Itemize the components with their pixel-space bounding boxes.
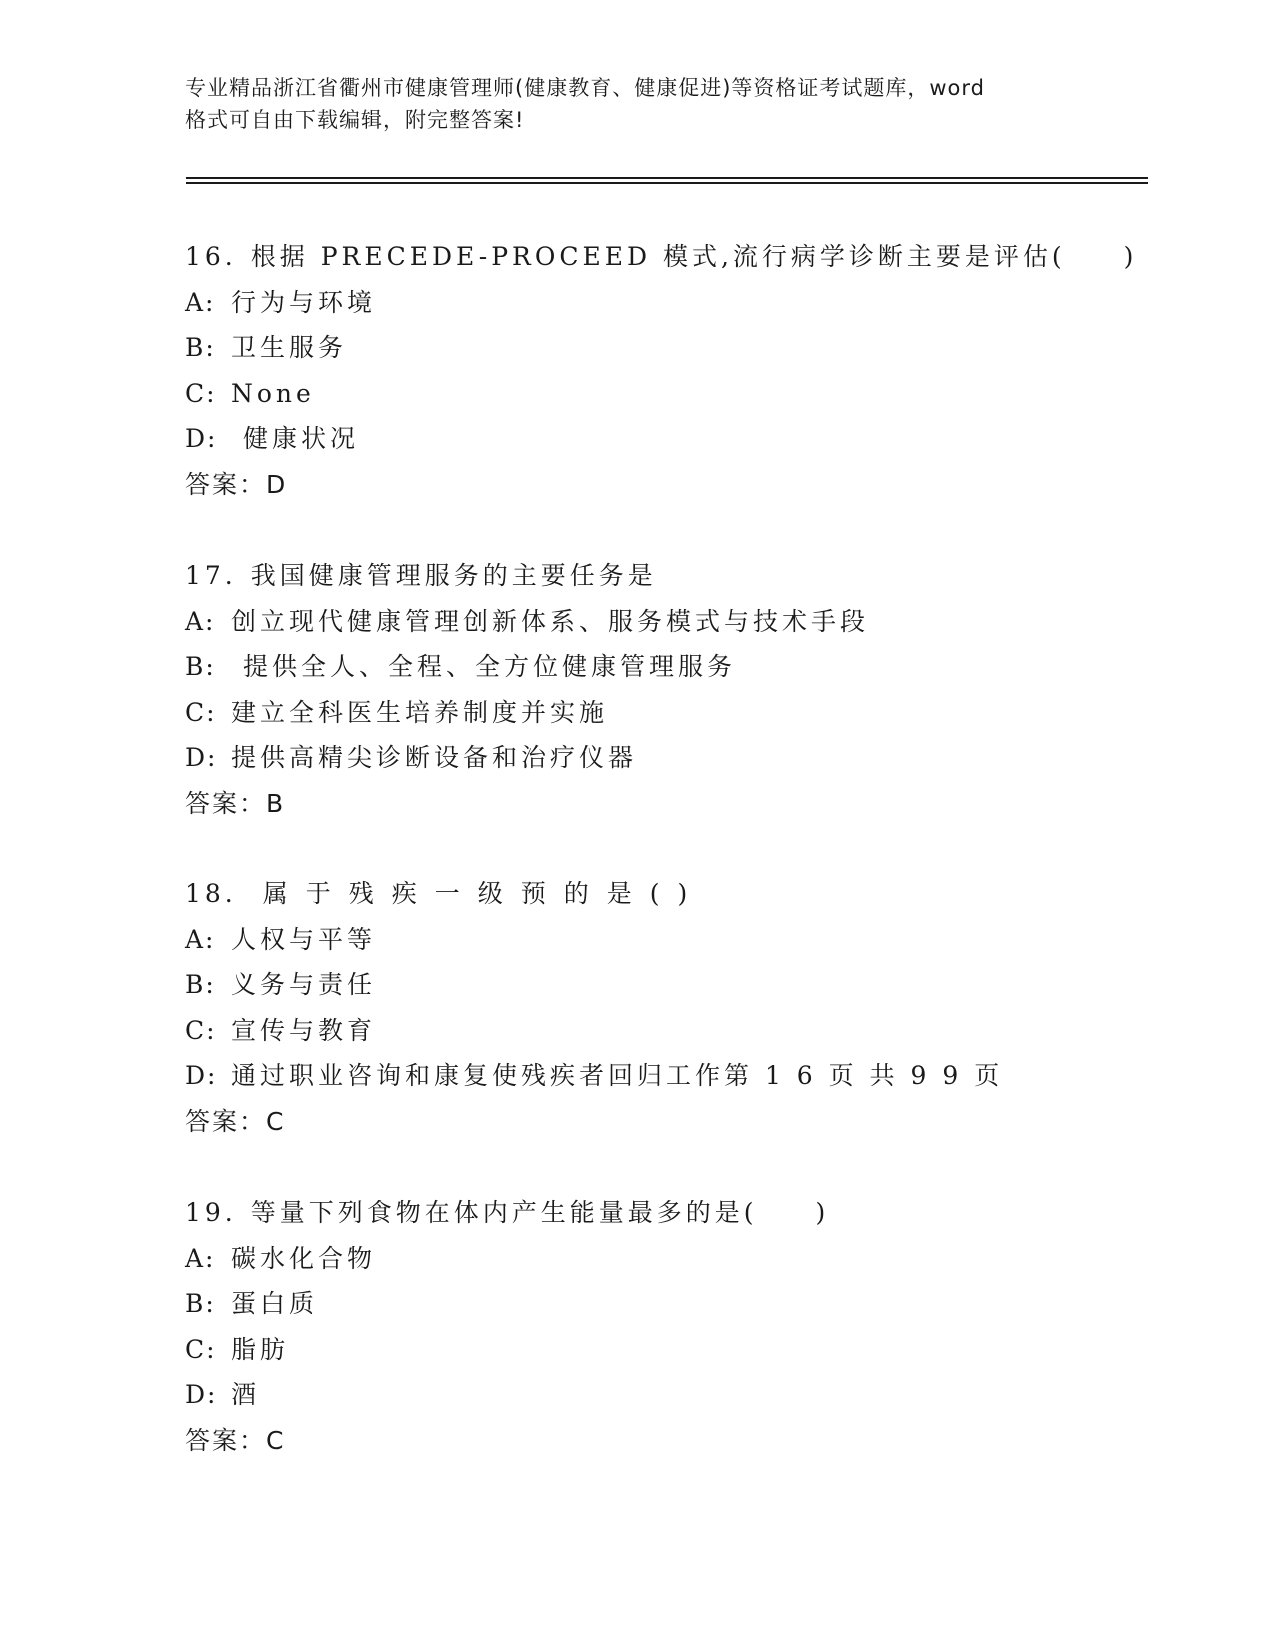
header-line-2: 格式可自由下载编辑，附完整答案! [185, 108, 525, 132]
header-divider-top [186, 177, 1148, 179]
option-b [185, 325, 1145, 371]
option-d [185, 1053, 1145, 1099]
option-text: None [231, 378, 315, 408]
option-key: D: [185, 743, 218, 772]
document-header [185, 72, 1095, 136]
option-d [185, 735, 1145, 781]
option-a [185, 917, 1145, 963]
question-title [185, 1190, 1145, 1236]
question-title [185, 553, 1145, 599]
option-key: B: [185, 1289, 216, 1318]
option-text: 通过职业咨询和康复使残疾者回归工作第 1 6 页 共 9 9 页 [231, 1061, 1004, 1090]
option-text: 酒 [231, 1380, 261, 1409]
answer-line: 答案：D [185, 469, 288, 499]
answer-line: 答案：C [185, 1106, 286, 1136]
option-key: A: [185, 606, 216, 636]
option-text: 建立全科医生培养制度并实施 [231, 697, 609, 727]
option-text: 碳水化合物 [231, 1243, 377, 1273]
option-text: 宣传与教育 [231, 1015, 377, 1045]
question-19 [185, 1190, 1145, 1463]
answer-line: 答案：B [185, 788, 286, 818]
option-key: B: [185, 970, 216, 999]
option-text: 义务与责任 [231, 970, 377, 999]
option-text: 卫生服务 [231, 333, 348, 362]
question-title [185, 234, 1145, 280]
option-key: B: [185, 333, 216, 362]
option-key: D: [185, 424, 218, 453]
option-key: D: [185, 1380, 218, 1409]
option-c [185, 1327, 1145, 1373]
option-c [185, 371, 1145, 417]
option-b [185, 1281, 1145, 1327]
question-18 [185, 871, 1145, 1144]
answer-line: 答案：C [185, 1425, 286, 1455]
question-number: 18. [185, 879, 237, 908]
option-key: A: [185, 287, 216, 317]
option-text: 行为与环境 [231, 287, 377, 317]
header-divider-bottom [186, 182, 1148, 184]
option-a [185, 1236, 1145, 1282]
option-key: B: [185, 652, 216, 681]
option-key: C: [185, 378, 217, 408]
option-text: 脂肪 [231, 1334, 290, 1364]
option-key: A: [185, 924, 216, 954]
option-text: 提供全人、全程、全方位健康管理服务 [231, 652, 736, 681]
question-stem: 等量下列食物在体内产生能量最多的是( ) [250, 1198, 830, 1227]
header-line-1: 专业精品浙江省衢州市健康管理师(健康教育、健康促进)等资格证考试题库，word [185, 76, 986, 100]
option-d [185, 416, 1145, 462]
option-b [185, 962, 1145, 1008]
option-key: C: [185, 1015, 217, 1045]
option-text: 创立现代健康管理创新体系、服务模式与技术手段 [231, 606, 870, 636]
option-a [185, 599, 1145, 645]
question-title [185, 871, 1145, 917]
question-stem: 根据 PRECEDE-PROCEED 模式,流行病学诊断主要是评估( ) [250, 242, 1138, 271]
option-key: C: [185, 1334, 217, 1364]
option-c [185, 690, 1145, 736]
question-stem: 属于残疾一级预的是() [262, 879, 706, 908]
question-16 [185, 234, 1145, 507]
option-a [185, 280, 1145, 326]
question-number: 17. [185, 561, 237, 590]
option-c [185, 1008, 1145, 1054]
question-number: 19. [185, 1198, 237, 1227]
question-17 [185, 553, 1145, 826]
option-key: C: [185, 697, 217, 727]
option-text: 蛋白质 [231, 1289, 319, 1318]
option-text: 人权与平等 [231, 924, 377, 954]
option-b [185, 644, 1145, 690]
option-key: A: [185, 1243, 216, 1273]
option-d [185, 1372, 1145, 1418]
question-stem: 我国健康管理服务的主要任务是 [250, 561, 657, 590]
option-text: 提供高精尖诊断设备和治疗仪器 [231, 743, 638, 772]
question-number: 16. [185, 242, 237, 271]
option-text: 健康状况 [231, 424, 359, 453]
option-key: D: [185, 1061, 218, 1090]
